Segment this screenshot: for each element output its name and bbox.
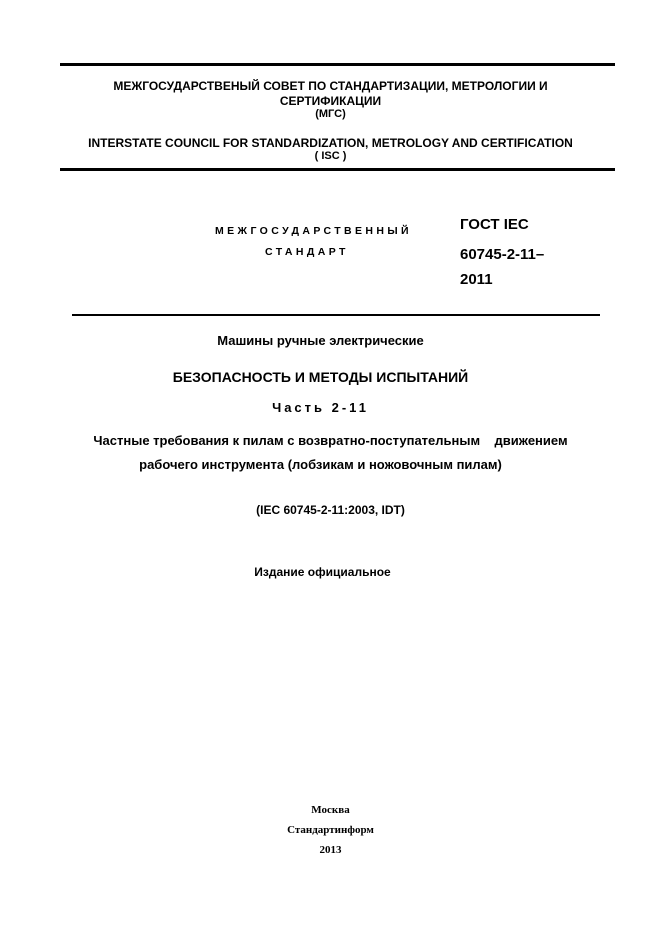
main-title: БЕЗОПАСНОСТЬ И МЕТОДЫ ИСПЫТАНИЙ xyxy=(172,369,469,385)
footer-year: 2013 xyxy=(319,844,342,856)
iec-reference: (IEC 60745-2-11:2003, IDT) xyxy=(256,503,405,517)
footer-city: Москва xyxy=(311,804,350,816)
top-rule xyxy=(60,63,615,66)
part-number: Часть 2-11 xyxy=(272,400,369,415)
standard-code-line1: ГОСТ IEC xyxy=(460,216,529,233)
standard-code-line3: 2011 xyxy=(460,271,493,288)
council-en-abbr: ( ISC ) xyxy=(314,150,347,162)
edition-label: Издание официальное xyxy=(254,565,391,579)
standard-type-line1: МЕЖГОСУДАРСТВЕННЫЙ xyxy=(215,225,412,237)
standard-type-line2: СТАНДАРТ xyxy=(265,246,349,258)
council-ru-line2: СЕРТИФИКАЦИИ xyxy=(279,94,382,108)
council-ru-line1: МЕЖГОСУДАРСТВЕНЫЙ СОВЕТ ПО СТАНДАРТИЗАЦИИ, МЕТРОЛОГИИ И xyxy=(113,79,548,93)
standard-code-line2: 60745-2-11– xyxy=(460,246,545,263)
header-bottom-rule xyxy=(60,168,615,171)
description-line1: Частные требования к пилам с возвратно-поступательным движением xyxy=(93,433,568,448)
standard-bottom-rule xyxy=(72,314,600,316)
footer-publisher: Стандартинформ xyxy=(287,824,374,836)
council-en: INTERSTATE COUNCIL FOR STANDARDIZATION, METROLOGY AND CERTIFICATION xyxy=(88,136,573,150)
subject-title: Машины ручные электрические xyxy=(217,333,424,348)
description-line2: рабочего инструмента (лобзикам и ножовочным пилам) xyxy=(139,457,502,472)
council-ru-abbr: (МГС) xyxy=(315,108,346,120)
